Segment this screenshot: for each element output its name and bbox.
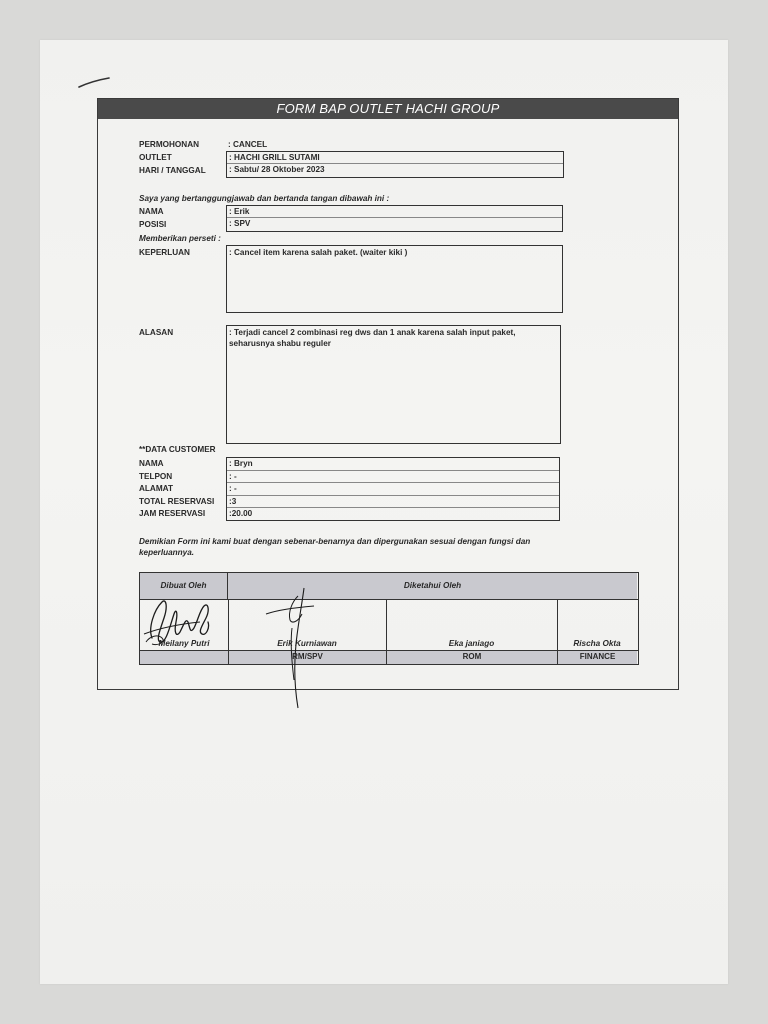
signer-name-4: Rischa Okta bbox=[573, 639, 621, 648]
value-alamat: : - bbox=[227, 483, 559, 496]
label-permohonan: PERMOHONAN bbox=[139, 140, 200, 149]
signer-name-1: Meilany Putri bbox=[158, 639, 210, 648]
signature-erik bbox=[262, 584, 322, 712]
label-customer-nama: NAMA bbox=[139, 459, 164, 468]
label-total-reservasi: TOTAL RESERVASI bbox=[139, 497, 215, 506]
value-nama: : Erik bbox=[227, 206, 562, 218]
label-outlet: OUTLET bbox=[139, 153, 172, 162]
label-jam-reservasi: JAM RESERVASI bbox=[139, 509, 206, 518]
acknowledged-header: Diketahui Oleh bbox=[228, 573, 637, 599]
alasan-line-1: : Terjadi cancel 2 combinasi reg dws dan 1 anak karena salah input paket, bbox=[229, 328, 516, 337]
value-customer-nama: : Bryn bbox=[227, 458, 559, 471]
outlet-date-box bbox=[226, 151, 564, 178]
alasan-line-2: seharusnya shabu reguler bbox=[229, 339, 331, 348]
value-telpon: : - bbox=[227, 471, 559, 484]
label-alasan: ALASAN bbox=[139, 328, 174, 337]
signer-role-2: RM/SPV bbox=[229, 651, 386, 664]
signer-role-3: ROM bbox=[387, 651, 557, 664]
closing-line-2: keperluannya. bbox=[139, 548, 195, 557]
signer-name-2: Erik Kurniawan bbox=[277, 639, 337, 648]
signer-name-3: Eka janiago bbox=[448, 639, 495, 648]
signer-role-1 bbox=[140, 651, 228, 664]
label-nama: NAMA bbox=[139, 207, 164, 216]
signer-role-4: FINANCE bbox=[558, 651, 637, 664]
customer-heading: **DATA CUSTOMER bbox=[139, 445, 216, 454]
value-jam-reservasi: :20.00 bbox=[229, 509, 253, 518]
label-hari-tanggal: HARI / TANGGAL bbox=[139, 166, 206, 175]
permission-text: Memberikan perseti : bbox=[139, 234, 221, 243]
made-by-header: Dibuat Oleh bbox=[140, 573, 228, 599]
label-alamat: ALAMAT bbox=[139, 484, 173, 493]
value-permohonan: : CANCEL bbox=[228, 140, 268, 149]
value-posisi: : SPV bbox=[229, 219, 251, 228]
value-hari-tanggal: : Sabtu/ 28 Oktober 2023 bbox=[229, 165, 325, 174]
value-keperluan: : Cancel item karena salah paket. (waiter kiki ) bbox=[229, 248, 408, 257]
label-posisi: POSISI bbox=[139, 220, 167, 229]
pen-mark bbox=[78, 76, 110, 90]
person-box bbox=[226, 205, 563, 232]
form-title: FORM BAP OUTLET HACHI GROUP bbox=[98, 99, 678, 119]
alasan-box bbox=[226, 325, 561, 444]
label-telpon: TELPON bbox=[139, 472, 173, 481]
closing-line-1: Demikian Form ini kami buat dengan sebenar-benarnya dan dipergunakan sesuai dengan fungsi dan bbox=[139, 537, 531, 546]
customer-box bbox=[226, 457, 560, 521]
label-keperluan: KEPERLUAN bbox=[139, 248, 190, 257]
value-total-reservasi: :3 bbox=[227, 496, 559, 509]
signature-meilany bbox=[140, 588, 220, 650]
value-outlet: : HACHI GRILL SUTAMI bbox=[227, 152, 563, 164]
keperluan-box bbox=[226, 245, 563, 313]
intro-statement: Saya yang bertanggungjawab dan bertanda tangan dibawah ini : bbox=[139, 194, 390, 203]
